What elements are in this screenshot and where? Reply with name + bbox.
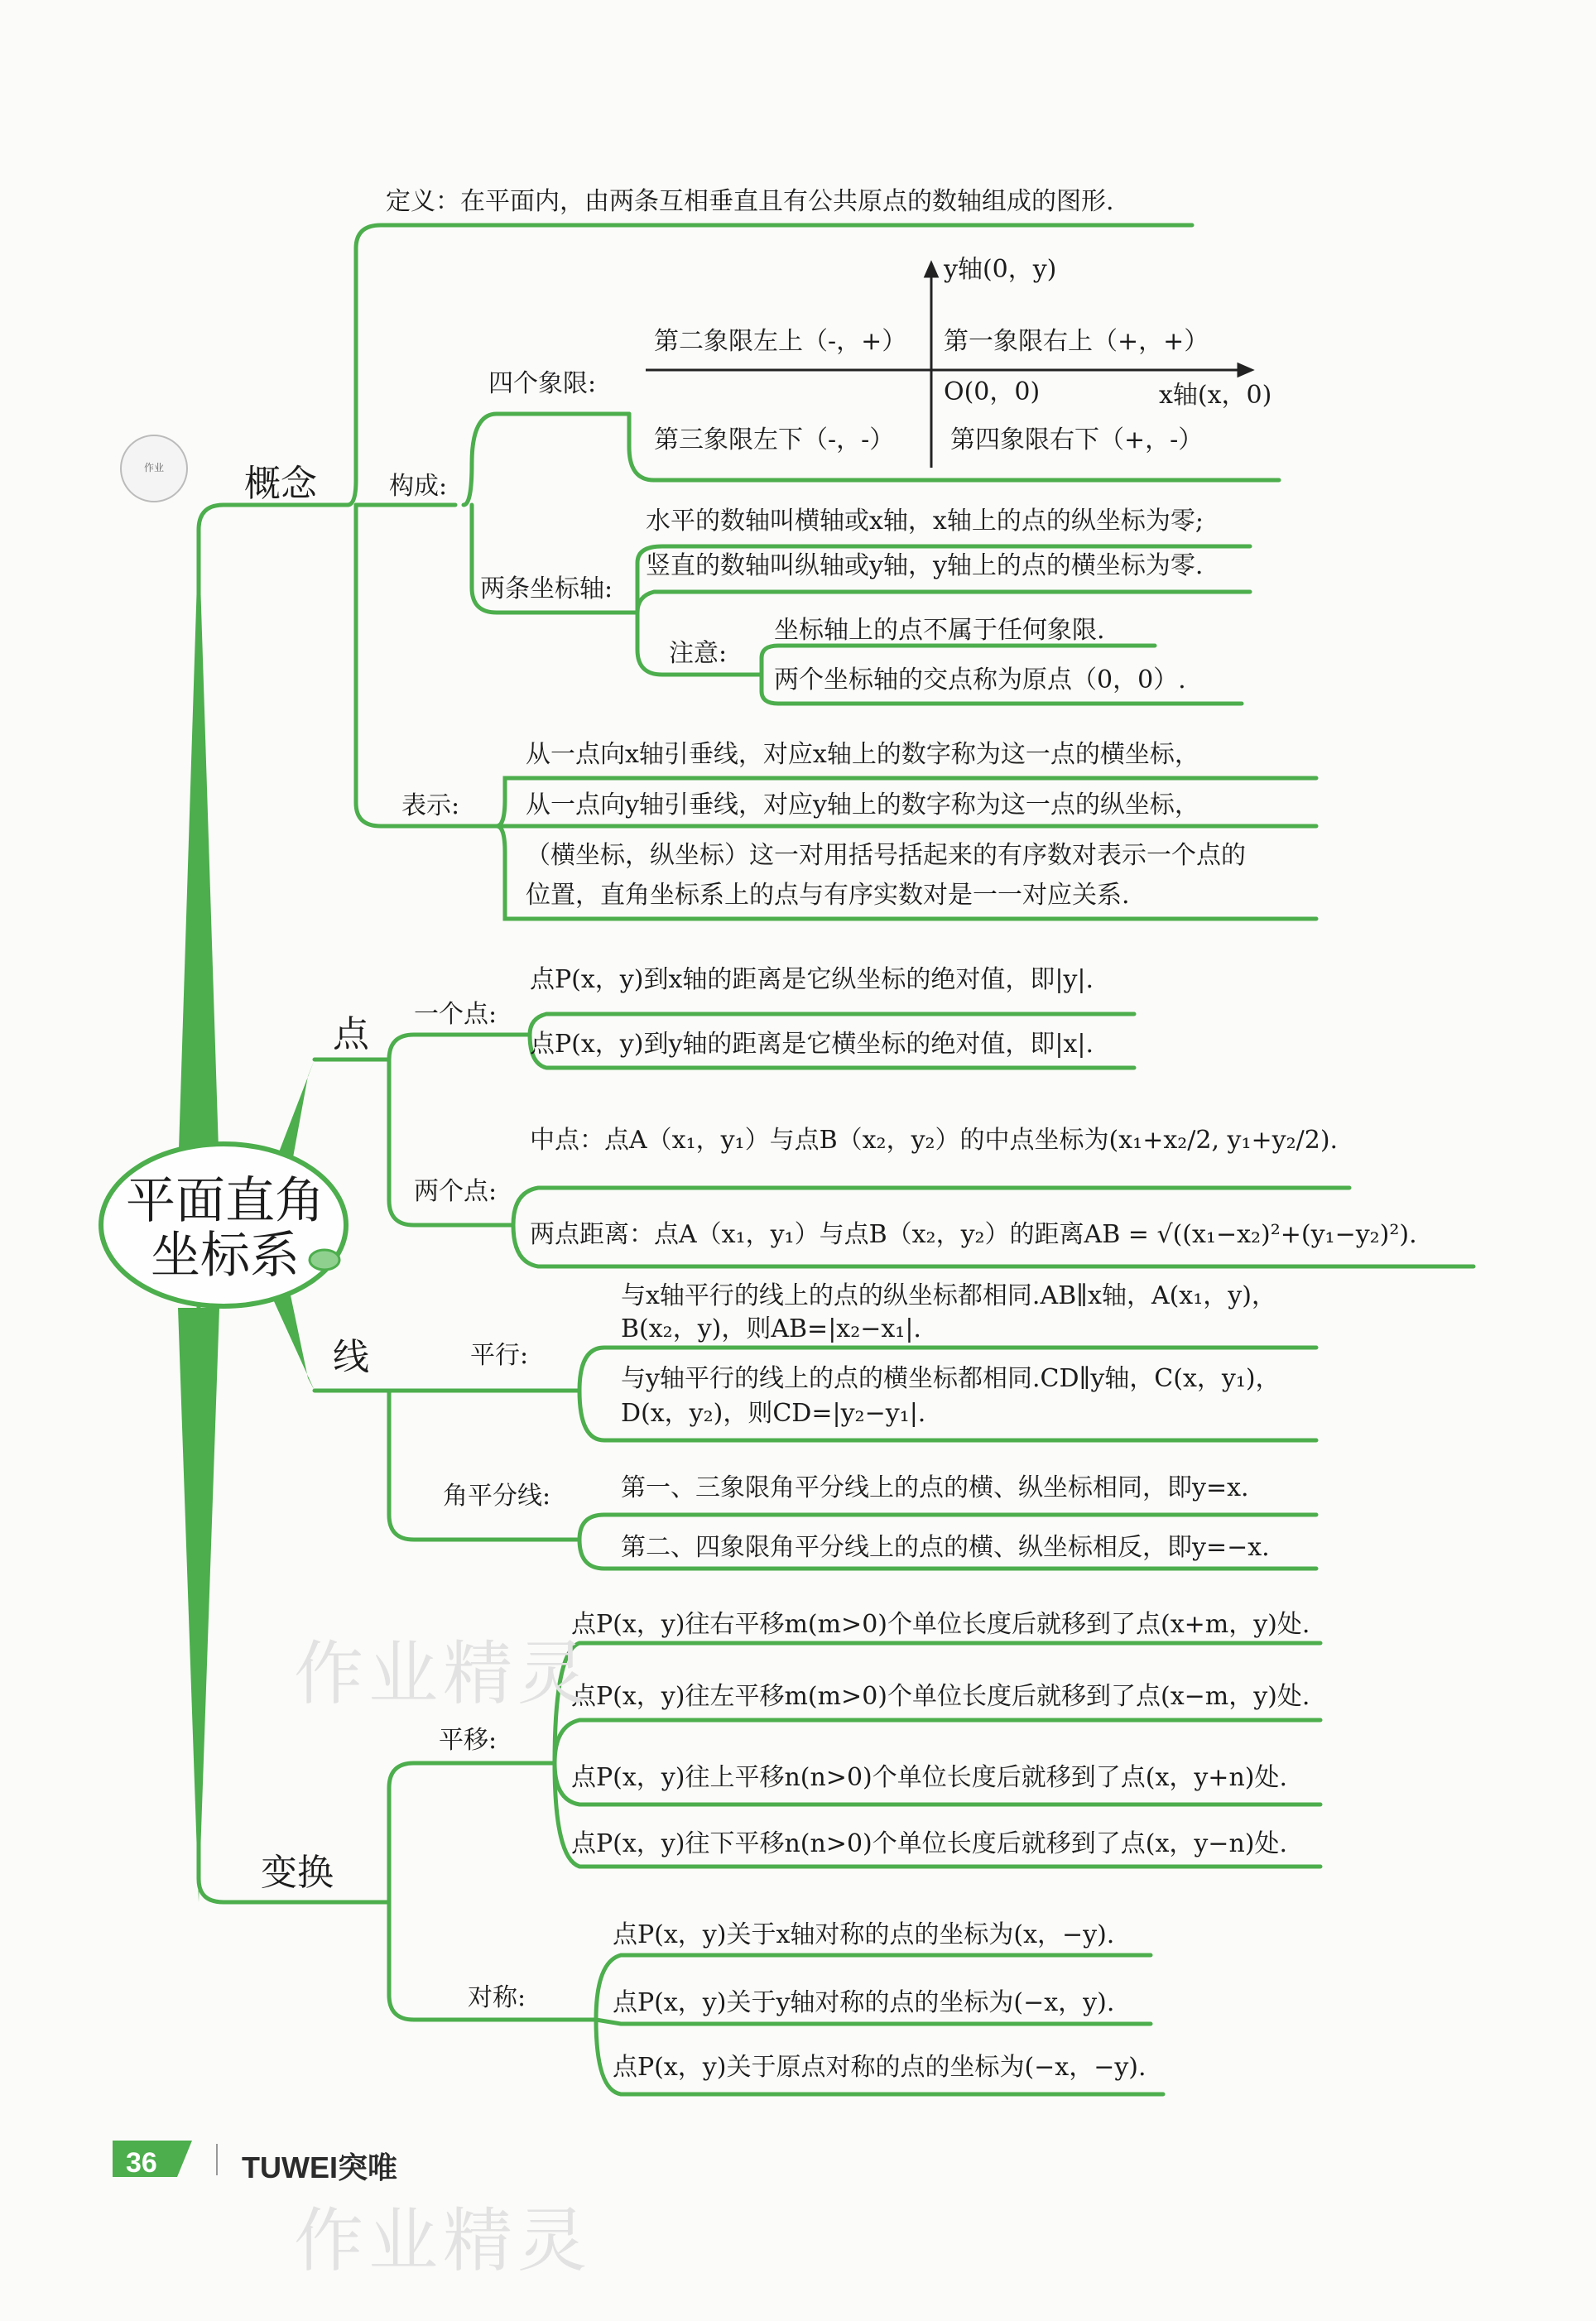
- parallel-4: D(x，y₂)，则CD=|y₂−y₁|.: [621, 1399, 926, 1428]
- quadrants-label: 四个象限:: [488, 369, 597, 398]
- quadrant-1: 第一象限右上（+，+）: [944, 327, 1209, 356]
- translate-4: 点P(x，y)往下平移n(n>0)个单位长度后就移到了点(x，y−n)处.: [571, 1829, 1288, 1858]
- bisector-2: 第二、四象限角平分线上的点的横、纵坐标相反，即y=−x.: [621, 1533, 1270, 1562]
- parallel-2: B(x₂，y)，则AB=|x₂−x₁|.: [621, 1314, 921, 1343]
- seal-logo: 作业: [120, 435, 188, 502]
- branch-concept: 概念: [244, 463, 317, 505]
- trunk-to-concept: [199, 505, 348, 530]
- translate-2: 点P(x，y)往左平移m(m>0)个单位长度后就移到了点(x−m，y)处.: [571, 1682, 1310, 1711]
- represent-3: （横坐标，纵坐标）这一对用括号括起来的有序数对表示一个点的: [526, 841, 1246, 870]
- note-label: 注意:: [669, 639, 728, 668]
- symmetry-3: 点P(x，y)关于原点对称的点的坐标为(−x，−y).: [613, 2053, 1147, 2082]
- parallel-label: 平行:: [470, 1341, 529, 1370]
- two-axes-label: 两条坐标轴:: [480, 574, 613, 603]
- distance-text: 两点距离：点A（x₁，y₁）与点B（x₂，y₂）的距离AB = √((x₁−x₂)²+(y₁−y₂)²).: [530, 1220, 1417, 1249]
- quadrant-2: 第二象限左上（-，+）: [654, 327, 907, 356]
- wedge-up: [178, 530, 219, 1175]
- central-title-line1: 平面直角: [126, 1172, 324, 1230]
- symmetry-2: 点P(x，y)关于y轴对称的点的坐标为(−x，y).: [613, 1988, 1115, 2017]
- branch-transform: 变换: [261, 1852, 334, 1894]
- represent-2: 从一点向y轴引垂线，对应y轴上的数字称为这一点的纵坐标，: [526, 790, 1199, 819]
- one-point-label: 一个点:: [414, 1000, 498, 1029]
- translate-3: 点P(x，y)往上平移n(n>0)个单位长度后就移到了点(x，y+n)处.: [571, 1763, 1288, 1792]
- note-1: 坐标轴上的点不属于任何象限.: [774, 616, 1105, 645]
- central-title: [101, 1174, 349, 1283]
- bisector-label: 角平分线:: [443, 1482, 551, 1511]
- two-points-label: 两个点:: [414, 1177, 498, 1206]
- axis-line-1: 水平的数轴叫横轴或x轴，x轴上的点的纵坐标为零;: [646, 507, 1204, 536]
- represent-4: 位置，直角坐标系上的点与有序实数对是一一对应关系.: [526, 881, 1130, 910]
- branch-point: 点: [333, 1013, 369, 1055]
- translate-1: 点P(x，y)往右平移m(m>0)个单位长度后就移到了点(x+m，y)处.: [571, 1610, 1310, 1639]
- symmetry-label: 对称:: [468, 1983, 526, 2012]
- translate-label: 平移:: [439, 1726, 498, 1755]
- watermark-bottom: 作业精灵: [294, 2200, 593, 2281]
- quadrants-branch: [464, 414, 629, 505]
- definition-text: 定义：在平面内，由两条互相垂直且有公共原点的数轴组成的图形.: [386, 187, 1114, 216]
- composition-label: 构成:: [389, 472, 448, 501]
- x-axis-label: x轴(x，0): [1159, 381, 1272, 410]
- represent-label: 表示:: [401, 791, 460, 820]
- central-title-line2: 坐标系: [151, 1227, 300, 1285]
- represent-1: 从一点向x轴引垂线，对应x轴上的数字称为这一点的横坐标，: [526, 740, 1199, 769]
- axis-line-2: 竖直的数轴叫纵轴或y轴，y轴上的点的横坐标为零.: [646, 551, 1204, 580]
- origin-label: O(0，0): [944, 377, 1041, 406]
- one-point-2: 点P(x，y)到y轴的距离是它横坐标的绝对值，即|x|.: [530, 1030, 1094, 1059]
- quadrant-4: 第四象限右下（+，-）: [950, 425, 1204, 454]
- watermark-top: 作业精灵: [294, 1633, 593, 1714]
- one-point-1: 点P(x，y)到x轴的距离是它纵坐标的绝对值，即|y|.: [530, 965, 1094, 994]
- brand-logo: TUWEI突唯: [242, 2150, 397, 2184]
- branch-line: 线: [333, 1336, 369, 1378]
- page-number: 36: [126, 2147, 157, 2179]
- concept-def-line: [348, 225, 1192, 505]
- wedge-down: [178, 1308, 219, 1902]
- parallel-1: 与x轴平行的线上的点的纵坐标都相同.AB∥x轴，A(x₁，y)，: [621, 1281, 1276, 1310]
- parallel-3: 与y轴平行的线上的点的横坐标都相同.CD∥y轴，C(x，y₁)，: [621, 1364, 1281, 1393]
- note-2: 两个坐标轴的交点称为原点（0，0）.: [774, 666, 1186, 694]
- quadrant-3: 第三象限左下（-，-）: [654, 425, 895, 454]
- midpoint-text: 中点：点A（x₁，y₁）与点B（x₂，y₂）的中点坐标为(x₁+x₂/2, y₁+y₂/2).: [530, 1126, 1339, 1155]
- bisector-1: 第一、三象限角平分线上的点的横、纵坐标相同，即y=x.: [621, 1473, 1249, 1502]
- y-axis-label: y轴(0，y): [944, 255, 1057, 284]
- symmetry-1: 点P(x，y)关于x轴对称的点的坐标为(x，−y).: [613, 1920, 1115, 1949]
